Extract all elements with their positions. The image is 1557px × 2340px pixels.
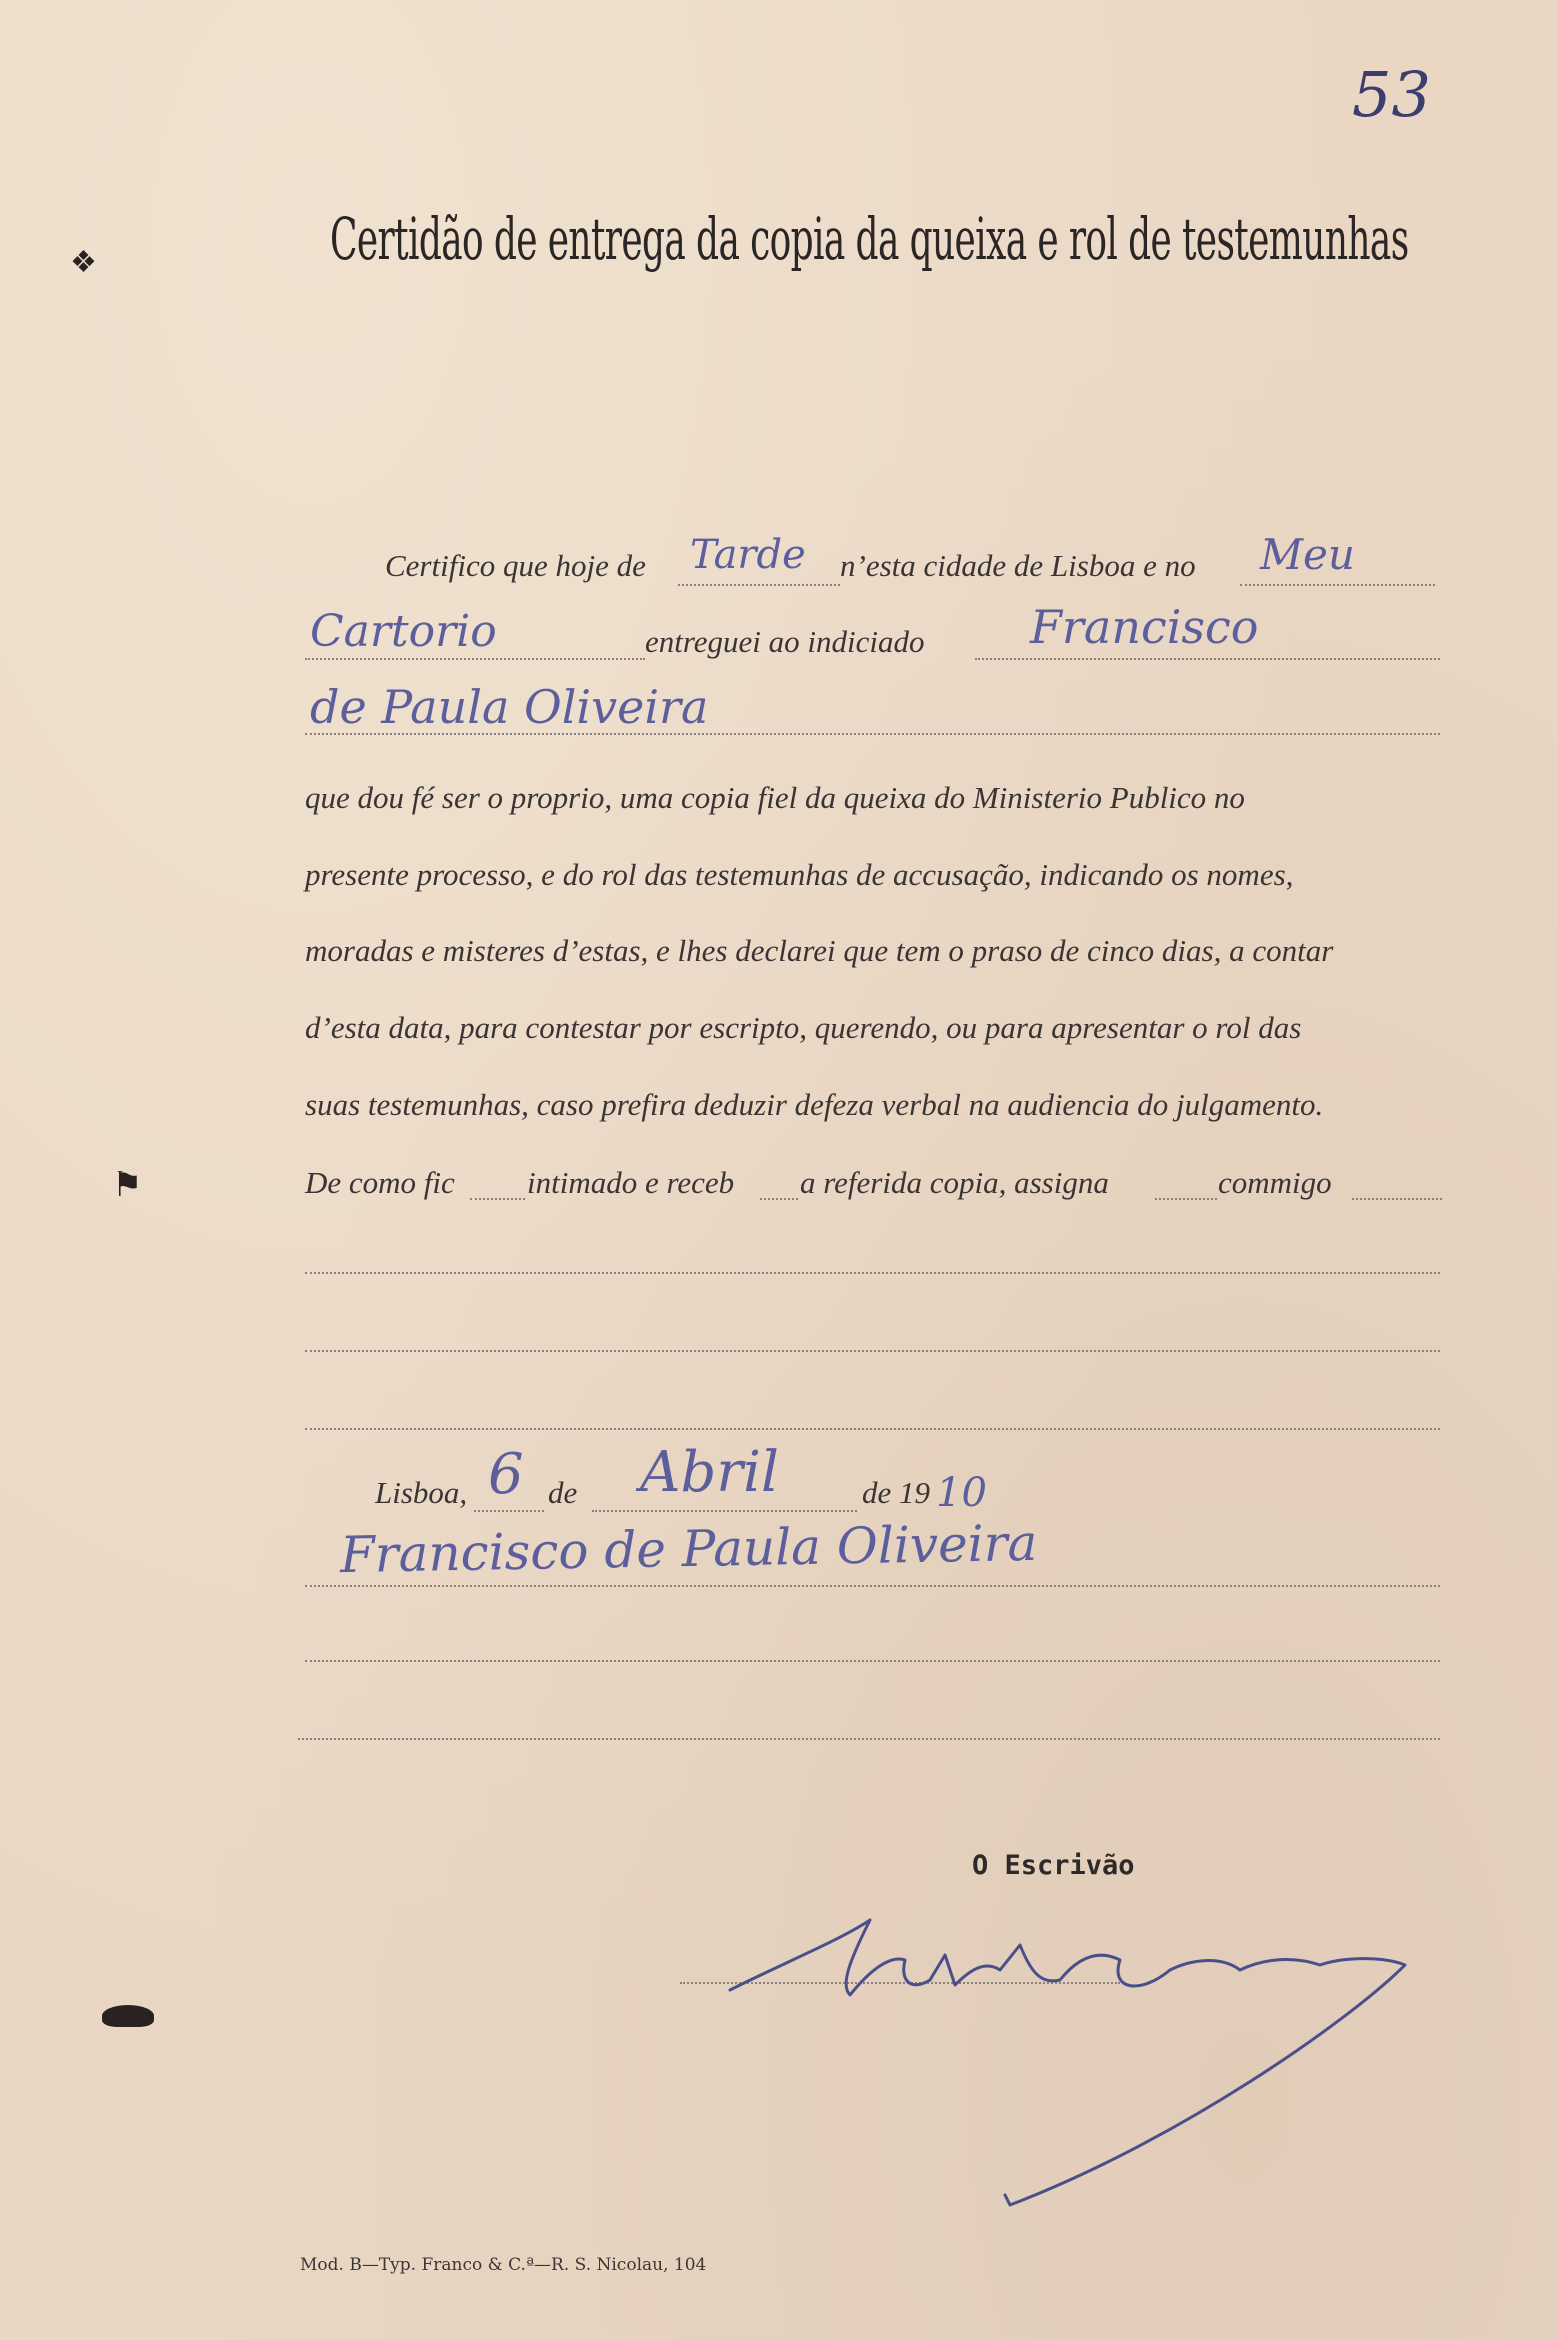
- page-number: 53: [1352, 58, 1431, 131]
- blank-line: [305, 1428, 1440, 1430]
- dotted-line: [305, 733, 1440, 735]
- dotted-line: [678, 584, 840, 586]
- dotted-line: [474, 1510, 544, 1512]
- date-de-1: de: [548, 1475, 578, 1510]
- margin-mark-top: ❖: [70, 246, 97, 279]
- document-title: Certidão de entrega da copia da queixa e rol de testemunhas: [330, 205, 1409, 273]
- intimation-part-2: intimado e receb: [527, 1165, 735, 1200]
- handwritten-place-1: Tarde: [690, 532, 806, 578]
- dotted-line: [1240, 584, 1435, 586]
- date-de-2: de 19: [862, 1475, 931, 1510]
- dotted-line: [305, 658, 645, 660]
- form-line-1a: Certifico que hoje de: [385, 548, 646, 583]
- dotted-line: [592, 1510, 857, 1512]
- blank-line: [298, 1738, 1440, 1740]
- blank-line: [305, 1272, 1440, 1274]
- intimation-part-4: commigo: [1218, 1165, 1332, 1200]
- body-line-2: presente processo, e do rol das testemunhas de accusação, indicando os nomes,: [305, 857, 1294, 892]
- handwritten-place-2: Meu: [1260, 530, 1355, 579]
- dotted-line: [760, 1198, 798, 1200]
- clerk-label: O Escrivão: [972, 1850, 1135, 1881]
- body-line-4: d’esta data, para contestar por escripto, querendo, ou para apresentar o rol das: [305, 1010, 1302, 1045]
- form-line-2b: entreguei ao indiciado: [645, 624, 925, 659]
- handwritten-accused-1: Francisco: [1030, 600, 1259, 654]
- handwritten-place-3: Cartorio: [310, 606, 497, 657]
- dotted-line: [470, 1198, 525, 1200]
- blank-line: [305, 1350, 1440, 1352]
- body-line-3: moradas e misteres d’estas, e lhes declarei que tem o praso de cinco dias, a contar: [305, 933, 1334, 968]
- handwritten-month: Abril: [640, 1440, 779, 1505]
- dotted-line: [1352, 1198, 1442, 1200]
- dotted-line: [975, 658, 1440, 660]
- handwritten-day: 6: [488, 1442, 524, 1507]
- accused-signature: Francisco de Paula Oliveira: [339, 1513, 1038, 1585]
- margin-mark-bottom: [102, 2005, 154, 2027]
- body-line-1: que dou fé ser o proprio, uma copia fiel da queixa do Ministerio Publico no: [305, 780, 1245, 815]
- handwritten-year-end: 10: [936, 1470, 987, 1516]
- clerk-signature: [700, 1900, 1520, 2230]
- form-line-1b: n’esta cidade de Lisboa e no: [840, 548, 1196, 583]
- date-city: Lisboa,: [375, 1475, 468, 1510]
- handwritten-accused-2: de Paula Oliveira: [310, 680, 709, 734]
- intimation-part-1: De como fic: [305, 1165, 455, 1200]
- signature-line: [305, 1585, 1440, 1587]
- printer-imprint: Mod. B—Typ. Franco & C.ª—R. S. Nicolau, 104: [300, 2255, 707, 2275]
- margin-mark-middle: ⚑: [112, 1167, 143, 1204]
- intimation-part-3: a referida copia, assigna: [800, 1165, 1109, 1200]
- blank-line: [305, 1660, 1440, 1662]
- body-line-5: suas testemunhas, caso prefira deduzir defeza verbal na audiencia do julgamento.: [305, 1087, 1324, 1122]
- dotted-line: [1155, 1198, 1217, 1200]
